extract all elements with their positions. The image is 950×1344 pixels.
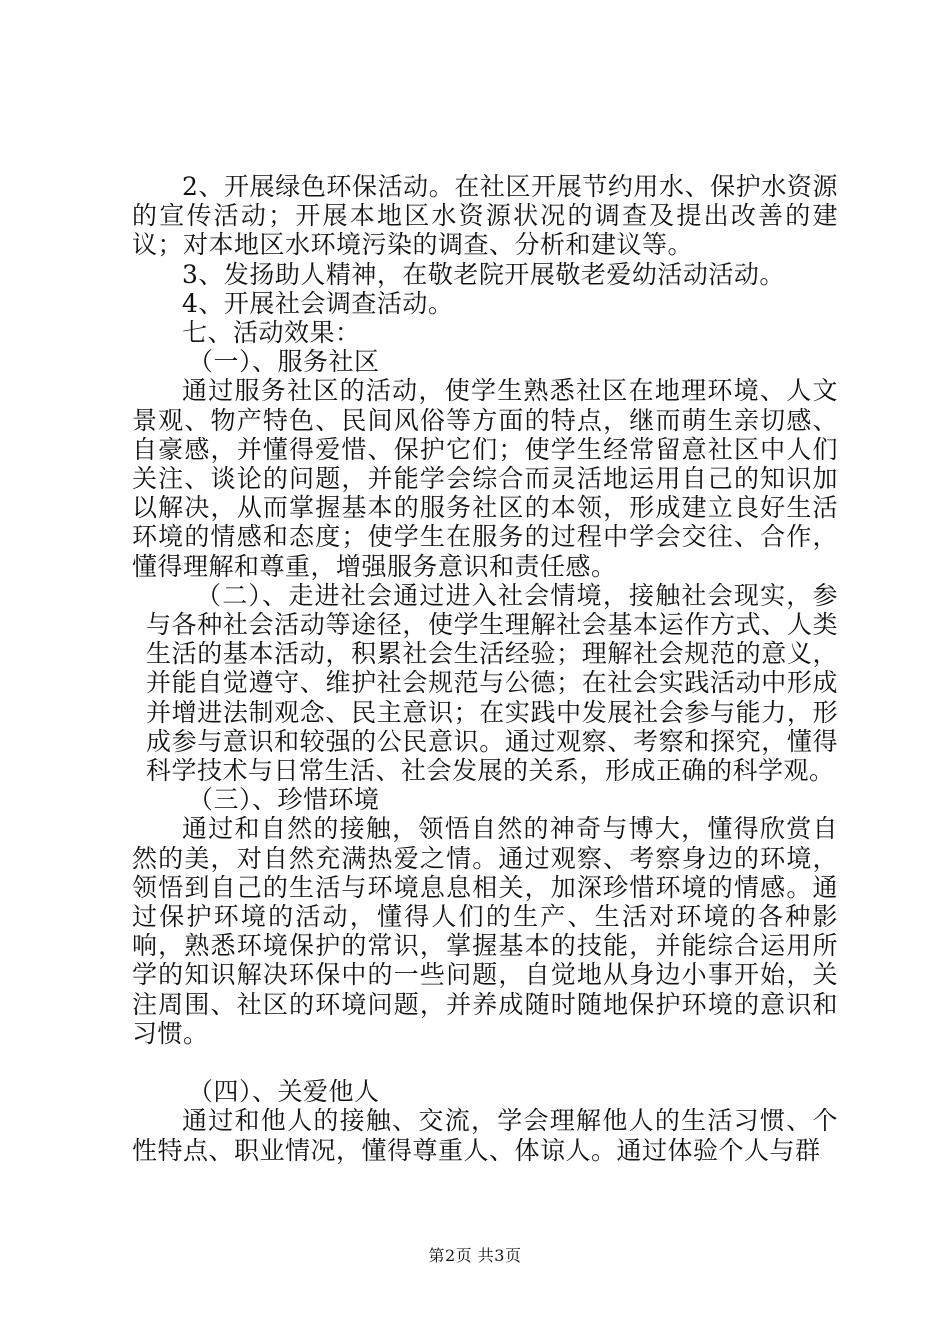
paragraph-green-activities: 2、开展绿色环保活动。在社区开展节约用水、保护水资源的宣传活动；开展本地区水资源状况的调查及提出改善的建议；对本地区水环境污染的调查、分析和建议等。 — [132, 172, 838, 260]
subheading-serve-community: （一）、服务社区 — [188, 347, 380, 377]
paragraph-cherish-environment: 通过和自然的接触，领悟自然的神奇与博大，懂得欣赏自然的美，对自然充满热爱之情。通过观察、考察身边的环境，领悟到自己的生活与环境息息相关，加深珍惜环境的情感。通过保护环境的活动，懂得人们的生产、生活对环境的各种影响，熟悉环境保护的常识，掌握基本的技能，并能综合运用所学的知识解决环保中的一些问题，自觉地从身边小事开始，关注周围、社区的环境问题，并养成随时随地保护环境的意识和习惯。 — [132, 814, 838, 1048]
page-number-footer: 第2页 共3页 — [428, 1246, 522, 1265]
paragraph-spacer — [132, 1048, 838, 1077]
section-heading-effects: 七、活动效果： — [182, 318, 361, 348]
document-body — [132, 172, 838, 1165]
paragraph-serve-community: 通过服务社区的活动，使学生熟悉社区在地理环境、人文景观、物产特色、民间风俗等方面的特点，继而萌生亲切感、自豪感，并懂得爱惜、保护它们；使学生经常留意社区中人们关注、谈论的问题，并能学会综合而灵活地运用自己的知识加以解决，从而掌握基本的服务社区的本领，形成建立良好生活环境的情感和态度；使学生在服务的过程中学会交往、合作，懂得理解和尊重，增强服务意识和责任感。 — [132, 376, 838, 581]
paragraph-care-others: 通过和他人的接触、交流，学会理解他人的生活习惯、个性特点、职业情况，懂得尊重人、体谅人。通过体验个人与群 — [132, 1106, 838, 1165]
paragraph-social-survey: 4、开展社会调查活动。 — [182, 288, 454, 318]
subheading-care-others: （四）、关爱他人 — [188, 1077, 380, 1107]
paragraph-helping-spirit: 3、发扬助人精神，在敬老院开展敬老爱幼活动活动。 — [182, 259, 785, 289]
subheading-cherish-environment: （三）、珍惜环境 — [188, 785, 380, 815]
paragraph-enter-society: （二）、走进社会通过进入社会情境，接触社会现实，参与各种社会活动等途径，使学生理解社会基本运作方式、人类生活的基本活动，积累社会生活经验；理解社会规范的意义，并能自觉遵守、维护社会规范与公德；在社会实践活动中形成并增进法制观念、民主意识；在实践中发展社会参与能力，形成参与意识和较强的公民意识。通过观察、考察和探究，懂得科学技术与日常生活、社会发展的关系，形成正确的科学观。 — [146, 580, 838, 786]
